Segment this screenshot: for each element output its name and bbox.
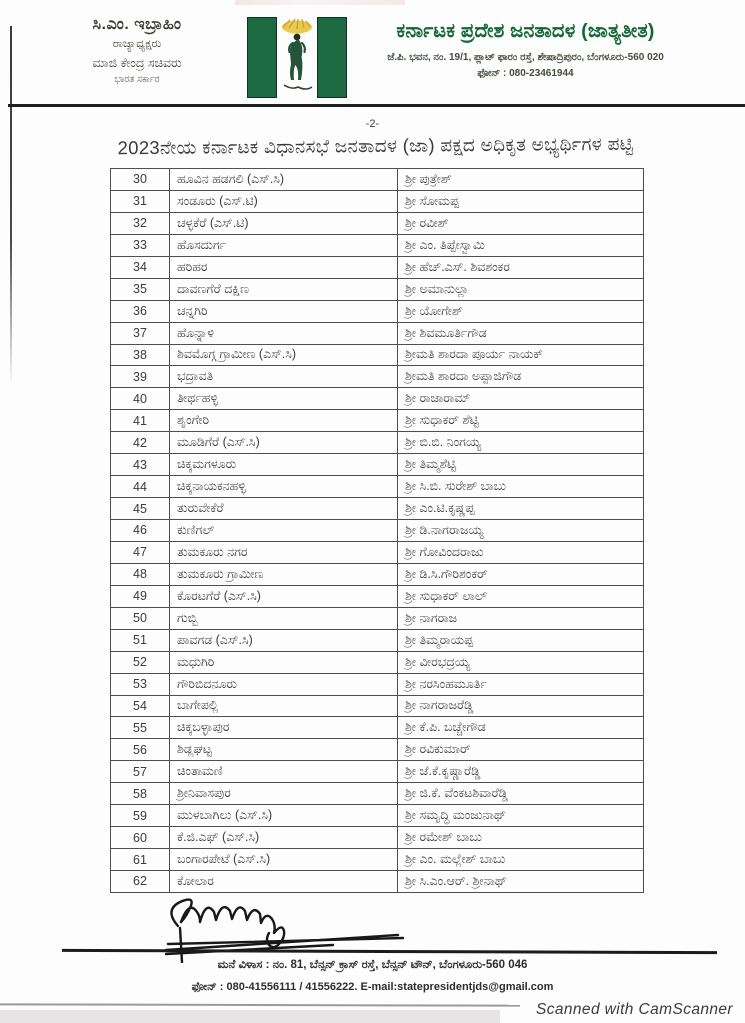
- cell-no: 36: [111, 300, 170, 322]
- cell-no: 61: [111, 849, 170, 871]
- cell-constituency: ಮುಳಬಾಗಿಲು (ಎಸ್.ಸಿ): [170, 805, 398, 827]
- cell-no: 46: [111, 520, 170, 542]
- scan-edge-artifact: [10, 26, 12, 386]
- cell-candidate: ಶ್ರೀ ಸಮೃದ್ಧಿ ಮಂಜುನಾಥ್: [398, 805, 644, 827]
- cell-candidate: ಶ್ರೀ ತಿಮ್ಮಶೆಟ್ಟಿ: [398, 454, 644, 476]
- cell-no: 58: [111, 783, 170, 805]
- table-row: [111, 695, 644, 717]
- cell-constituency: ತುಮಕೂರು ನಗರ: [170, 541, 398, 563]
- farmer-figure-icon: [276, 15, 318, 101]
- officer-subtitle: ಮಾಜಿ ಕೇಂದ್ರ ಸಚಿವರು: [92, 56, 182, 70]
- officer-name: ಸಿ.ಎಂ. ಇಬ್ರಾಹಿಂ: [92, 16, 182, 33]
- cell-no: 32: [111, 212, 170, 234]
- candidates-table: [110, 168, 644, 893]
- table-row: [111, 322, 644, 344]
- cell-constituency: ಶ್ರೀನಿವಾಸಪುರ: [170, 783, 398, 805]
- cell-candidate: ಶ್ರೀ ಹೆಚ್.ಎಸ್. ಶಿವಶಂಕರ: [398, 256, 644, 278]
- cell-constituency: ಬಾಗೇಪಲ್ಲಿ: [170, 695, 398, 717]
- camscanner-edge-line: [0, 1003, 520, 1006]
- table-row: [111, 388, 644, 410]
- scan-smudge: [235, 0, 405, 5]
- cell-no: 62: [111, 871, 170, 893]
- footer-phone-email: ಫೋನ್ : 080-41556111 / 41556222. E-mail:statepresidentjds@gmail.com: [191, 981, 554, 993]
- cell-no: 57: [111, 761, 170, 783]
- table-row: [111, 783, 644, 805]
- cell-constituency: ಶಿವಮೊಗ್ಗ ಗ್ರಾಮೀಣ (ಎಸ್.ಸಿ): [170, 344, 398, 366]
- cell-no: 60: [111, 827, 170, 849]
- cell-constituency: ತುಮಕೂರು ಗ್ರಾಮೀಣ: [170, 563, 398, 585]
- cell-constituency: ಶಿಡ್ಲಘಟ್ಟ: [170, 739, 398, 761]
- officer-org: ಭಾರತ ಸರ್ಕಾರ: [114, 74, 160, 85]
- cell-candidate: ಶ್ರೀ ರಮೇಶ್ ಬಾಬು: [398, 827, 644, 849]
- cell-constituency: ಕೆ.ಜಿ.ಎಫ್ (ಎಸ್.ಸಿ): [170, 827, 398, 849]
- table-row: [111, 410, 644, 432]
- table-row: [111, 717, 644, 739]
- cell-candidate: ಶ್ರೀ ಸುಧಾಕರ್ ಶೆಟ್ಟಿ: [398, 410, 644, 432]
- table-row: [111, 278, 644, 300]
- cell-no: 59: [111, 805, 170, 827]
- table-row: [111, 849, 644, 871]
- cell-constituency: ಮಧುಗಿರಿ: [170, 651, 398, 673]
- table-row: [111, 585, 644, 607]
- table-row: [111, 169, 644, 191]
- cell-constituency: ಹರಿಹರ: [170, 256, 398, 278]
- table-row: [111, 607, 644, 629]
- cell-constituency: ಬಂಗಾರಪೇಟೆ (ಎಸ್.ಸಿ): [170, 849, 398, 871]
- table-row: [111, 541, 644, 563]
- officer-title: ರಾಜ್ಯಾಧ್ಯಕ್ಷರು: [112, 38, 162, 50]
- cell-no: 43: [111, 454, 170, 476]
- cell-no: 55: [111, 717, 170, 739]
- cell-candidate: ಶ್ರೀ ಕೆ.ಪಿ. ಬಚ್ಚೇಗೌಡ: [398, 717, 644, 739]
- cell-candidate: ಶ್ರೀ ರವಿಕುಮಾರ್: [398, 739, 644, 761]
- table-row: [111, 827, 644, 849]
- cell-constituency: ದಾವಣಗೆರೆ ದಕ್ಷಿಣ: [170, 278, 398, 300]
- table-row: [111, 300, 644, 322]
- cell-no: 49: [111, 585, 170, 607]
- cell-constituency: ಚಿಕ್ಕನಾಯಕನಹಳ್ಳಿ: [170, 476, 398, 498]
- table-row: [111, 520, 644, 542]
- cell-no: 48: [111, 563, 170, 585]
- camscanner-gray-strip: [0, 1010, 500, 1023]
- party-block: [358, 20, 693, 79]
- cell-no: 42: [111, 432, 170, 454]
- cell-candidate: ಶ್ರೀ ಜಿ.ಕೆ. ವೆಂಕಟಶಿವಾರೆಡ್ಡಿ: [398, 783, 644, 805]
- cell-constituency: ತುರುವೇಕೆರೆ: [170, 498, 398, 520]
- cell-candidate: ಶ್ರೀಮತಿ ಶಾರದಾ ಪೂರ್ಯ ನಾಯಕ್: [398, 344, 644, 366]
- cell-no: 30: [111, 169, 170, 191]
- cell-no: 38: [111, 344, 170, 366]
- flag-green-bar-right: [317, 17, 347, 98]
- table-row: [111, 454, 644, 476]
- cell-constituency: ಸಂಡೂರು (ಎಸ್.ಟಿ): [170, 190, 398, 212]
- table-row: [111, 651, 644, 673]
- cell-constituency: ಮೂಡಿಗೆರೆ (ಎಸ್.ಸಿ): [170, 432, 398, 454]
- footer-block: [0, 959, 745, 994]
- header-divider: [8, 104, 745, 107]
- cell-no: 31: [111, 190, 170, 212]
- table-row: [111, 476, 644, 498]
- cell-no: 44: [111, 476, 170, 498]
- cell-constituency: ಹೊನ್ನಾಳಿ: [170, 322, 398, 344]
- camscanner-watermark: Scanned with CamScanner: [535, 1001, 733, 1018]
- jds-woman-farmer-flag-icon: [247, 17, 347, 99]
- cell-candidate: ಶ್ರೀ ಶಿವಮೂರ್ತಿಗೌಡ: [398, 322, 644, 344]
- cell-no: 54: [111, 695, 170, 717]
- cell-no: 33: [111, 234, 170, 256]
- cell-no: 47: [111, 541, 170, 563]
- cell-candidate: ಶ್ರೀ ನರಸಿಂಹಮೂರ್ತಿ: [398, 673, 644, 695]
- table-row: [111, 366, 644, 388]
- cell-no: 40: [111, 388, 170, 410]
- table-row: [111, 761, 644, 783]
- cell-candidate: ಶ್ರೀ ಗೋವಿಂದರಾಜು: [398, 541, 644, 563]
- cell-constituency: ಚಿಕ್ಕಮಗಳೂರು: [170, 454, 398, 476]
- cell-constituency: ಚಿಂತಾಮಣಿ: [170, 761, 398, 783]
- table-row: [111, 212, 644, 234]
- table-row: [111, 673, 644, 695]
- cell-candidate: ಶ್ರೀ ರಾಜಾರಾಮ್: [398, 388, 644, 410]
- cell-candidate: ಶ್ರೀ ಬಿ.ಬಿ. ನಿಂಗಯ್ಯ: [398, 432, 644, 454]
- cell-candidate: ಶ್ರೀಮತಿ ಶಾರದಾ ಅಪ್ಪಾಜಿಗೌಡ: [398, 366, 644, 388]
- party-phone: ಫೋನ್ : 080-23461944: [477, 68, 574, 79]
- cell-candidate: ಶ್ರೀ ತಿಮ್ಮರಾಯಪ್ಪ: [398, 629, 644, 651]
- cell-candidate: ಶ್ರೀ ಸಿ.ಎಂ.ಆರ್. ಶ್ರೀನಾಥ್: [398, 871, 644, 893]
- cell-constituency: ಪಾವಗಡ (ಎಸ್.ಸಿ): [170, 629, 398, 651]
- cell-constituency: ಹೊಸದುರ್ಗ: [170, 234, 398, 256]
- cell-candidate: ಶ್ರೀ ಅಮಾನುಲ್ಲಾ: [398, 278, 644, 300]
- table-row: [111, 805, 644, 827]
- cell-candidate: ಶ್ರೀ ನಾಗರಾಜ: [398, 607, 644, 629]
- cell-constituency: ತೀರ್ಥಹಳ್ಳಿ: [170, 388, 398, 410]
- officer-block: [52, 16, 222, 85]
- cell-candidate: ಶ್ರೀ ರವೀಶ್: [398, 212, 644, 234]
- cell-constituency: ಕೋಲಾರ: [170, 871, 398, 893]
- table-row: [111, 432, 644, 454]
- cell-no: 34: [111, 256, 170, 278]
- cell-candidate: ಶ್ರೀ ಜೆ.ಕೆ.ಕೃಷ್ಣಾರೆಡ್ಡಿ: [398, 761, 644, 783]
- cell-constituency: ಚಿಕ್ಕಬಳ್ಳಾಪುರ: [170, 717, 398, 739]
- cell-constituency: ಕುಣಿಗಲ್: [170, 520, 398, 542]
- cell-candidate: ಶ್ರೀ ಸುಧಾಕರ್ ಲಾಲ್: [398, 585, 644, 607]
- cell-candidate: ಶ್ರೀ ಸಿ.ಬಿ. ಸುರೇಶ್ ಬಾಬು: [398, 476, 644, 498]
- cell-candidate: ಶ್ರೀ ಎಂ. ಮಲ್ಲೇಶ್ ಬಾಬು: [398, 849, 644, 871]
- cell-constituency: ಚನ್ನಗಿರಿ: [170, 300, 398, 322]
- cell-no: 45: [111, 498, 170, 520]
- cell-candidate: ಶ್ರೀ ನಾಗರಾಜರೆಡ್ಡಿ: [398, 695, 644, 717]
- cell-no: 50: [111, 607, 170, 629]
- cell-no: 51: [111, 629, 170, 651]
- cell-candidate: ಶ್ರೀ ಎಂ. ತಿಪ್ಪೇಸ್ವಾಮಿ: [398, 234, 644, 256]
- table-row: [111, 563, 644, 585]
- table-row: [111, 344, 644, 366]
- cell-no: 37: [111, 322, 170, 344]
- cell-constituency: ಹೂವಿನ ಹಡಗಲಿ (ಎಸ್.ಸಿ): [170, 169, 398, 191]
- cell-constituency: ಗುಬ್ಬಿ: [170, 607, 398, 629]
- cell-no: 35: [111, 278, 170, 300]
- table-row: [111, 190, 644, 212]
- table-row: [111, 629, 644, 651]
- cell-candidate: ಶ್ರೀ ಯೋಗೇಶ್: [398, 300, 644, 322]
- table-row: [111, 498, 644, 520]
- cell-candidate: ಶ್ರೀ ಎಂ.ಟಿ.ಕೃಷ್ಣಪ್ಪ: [398, 498, 644, 520]
- table-row: [111, 739, 644, 761]
- cell-candidate: ಶ್ರೀ ವೀರಭದ್ರಯ್ಯ: [398, 651, 644, 673]
- cell-candidate: ಶ್ರೀ ಡಿ.ನಾಗರಾಜಯ್ಯ: [398, 520, 644, 542]
- footer-address: ಮನೆ ವಿಳಾಸ : ನಂ. 81, ಬೆನ್ಸನ್ ಕ್ರಾಸ್ ರಸ್ತೆ, ಬೆನ್ಸನ್ ಟೌನ್, ಬೆಂಗಳೂರು-560 046: [217, 959, 528, 971]
- cell-constituency: ಭದ್ರಾವತಿ: [170, 366, 398, 388]
- document-title: 2023ನೇಯ ಕರ್ನಾಟಕ ವಿಧಾನಸಭೆ ಜನತಾದಳ (ಜಾ) ಪಕ್ಷದ ಅಧಿಕೃತ ಅಭ್ಯರ್ಥಿಗಳ ಪಟ್ಟಿ: [117, 132, 634, 159]
- page-number: -2-: [365, 118, 380, 130]
- cell-candidate: ಶ್ರೀ ಡಿ.ಸಿ.ಗೌರಿಶಂಕರ್: [398, 563, 644, 585]
- cell-candidate: ಶ್ರೀ ಸೋಮಪ್ಪ: [398, 190, 644, 212]
- table-row: [111, 256, 644, 278]
- candidate-table-body: [111, 169, 644, 893]
- cell-constituency: ಗೌರಿಬಿದನೂರು: [170, 673, 398, 695]
- cell-no: 52: [111, 651, 170, 673]
- cell-constituency: ಚಳ್ಳಕೆರೆ (ಎಸ್.ಟಿ): [170, 212, 398, 234]
- flag-green-bar-left: [247, 17, 277, 98]
- cell-constituency: ಕೊರಟಗೆರೆ (ಎಸ್.ಸಿ): [170, 585, 398, 607]
- party-name: ಕರ್ನಾಟಕ ಪ್ರದೇಶ ಜನತಾದಳ (ಜಾತ್ಯತೀತ): [396, 20, 655, 42]
- cell-constituency: ಶೃಂಗೇರಿ: [170, 410, 398, 432]
- cell-no: 53: [111, 673, 170, 695]
- cell-candidate: ಶ್ರೀ ಪುತ್ರೇಶ್: [398, 169, 644, 191]
- cell-no: 41: [111, 410, 170, 432]
- table-row: [111, 234, 644, 256]
- cell-no: 39: [111, 366, 170, 388]
- cell-no: 56: [111, 739, 170, 761]
- party-address: ಜೆ.ಪಿ. ಭವನ, ನಂ. 19/1, ಪ್ಲಾಟ್ ಫಾರಂ ರಸ್ತೆ, ಶೇಷಾದ್ರಿಪುರಂ, ಬೆಂಗಳೂರು-560 020: [387, 52, 664, 63]
